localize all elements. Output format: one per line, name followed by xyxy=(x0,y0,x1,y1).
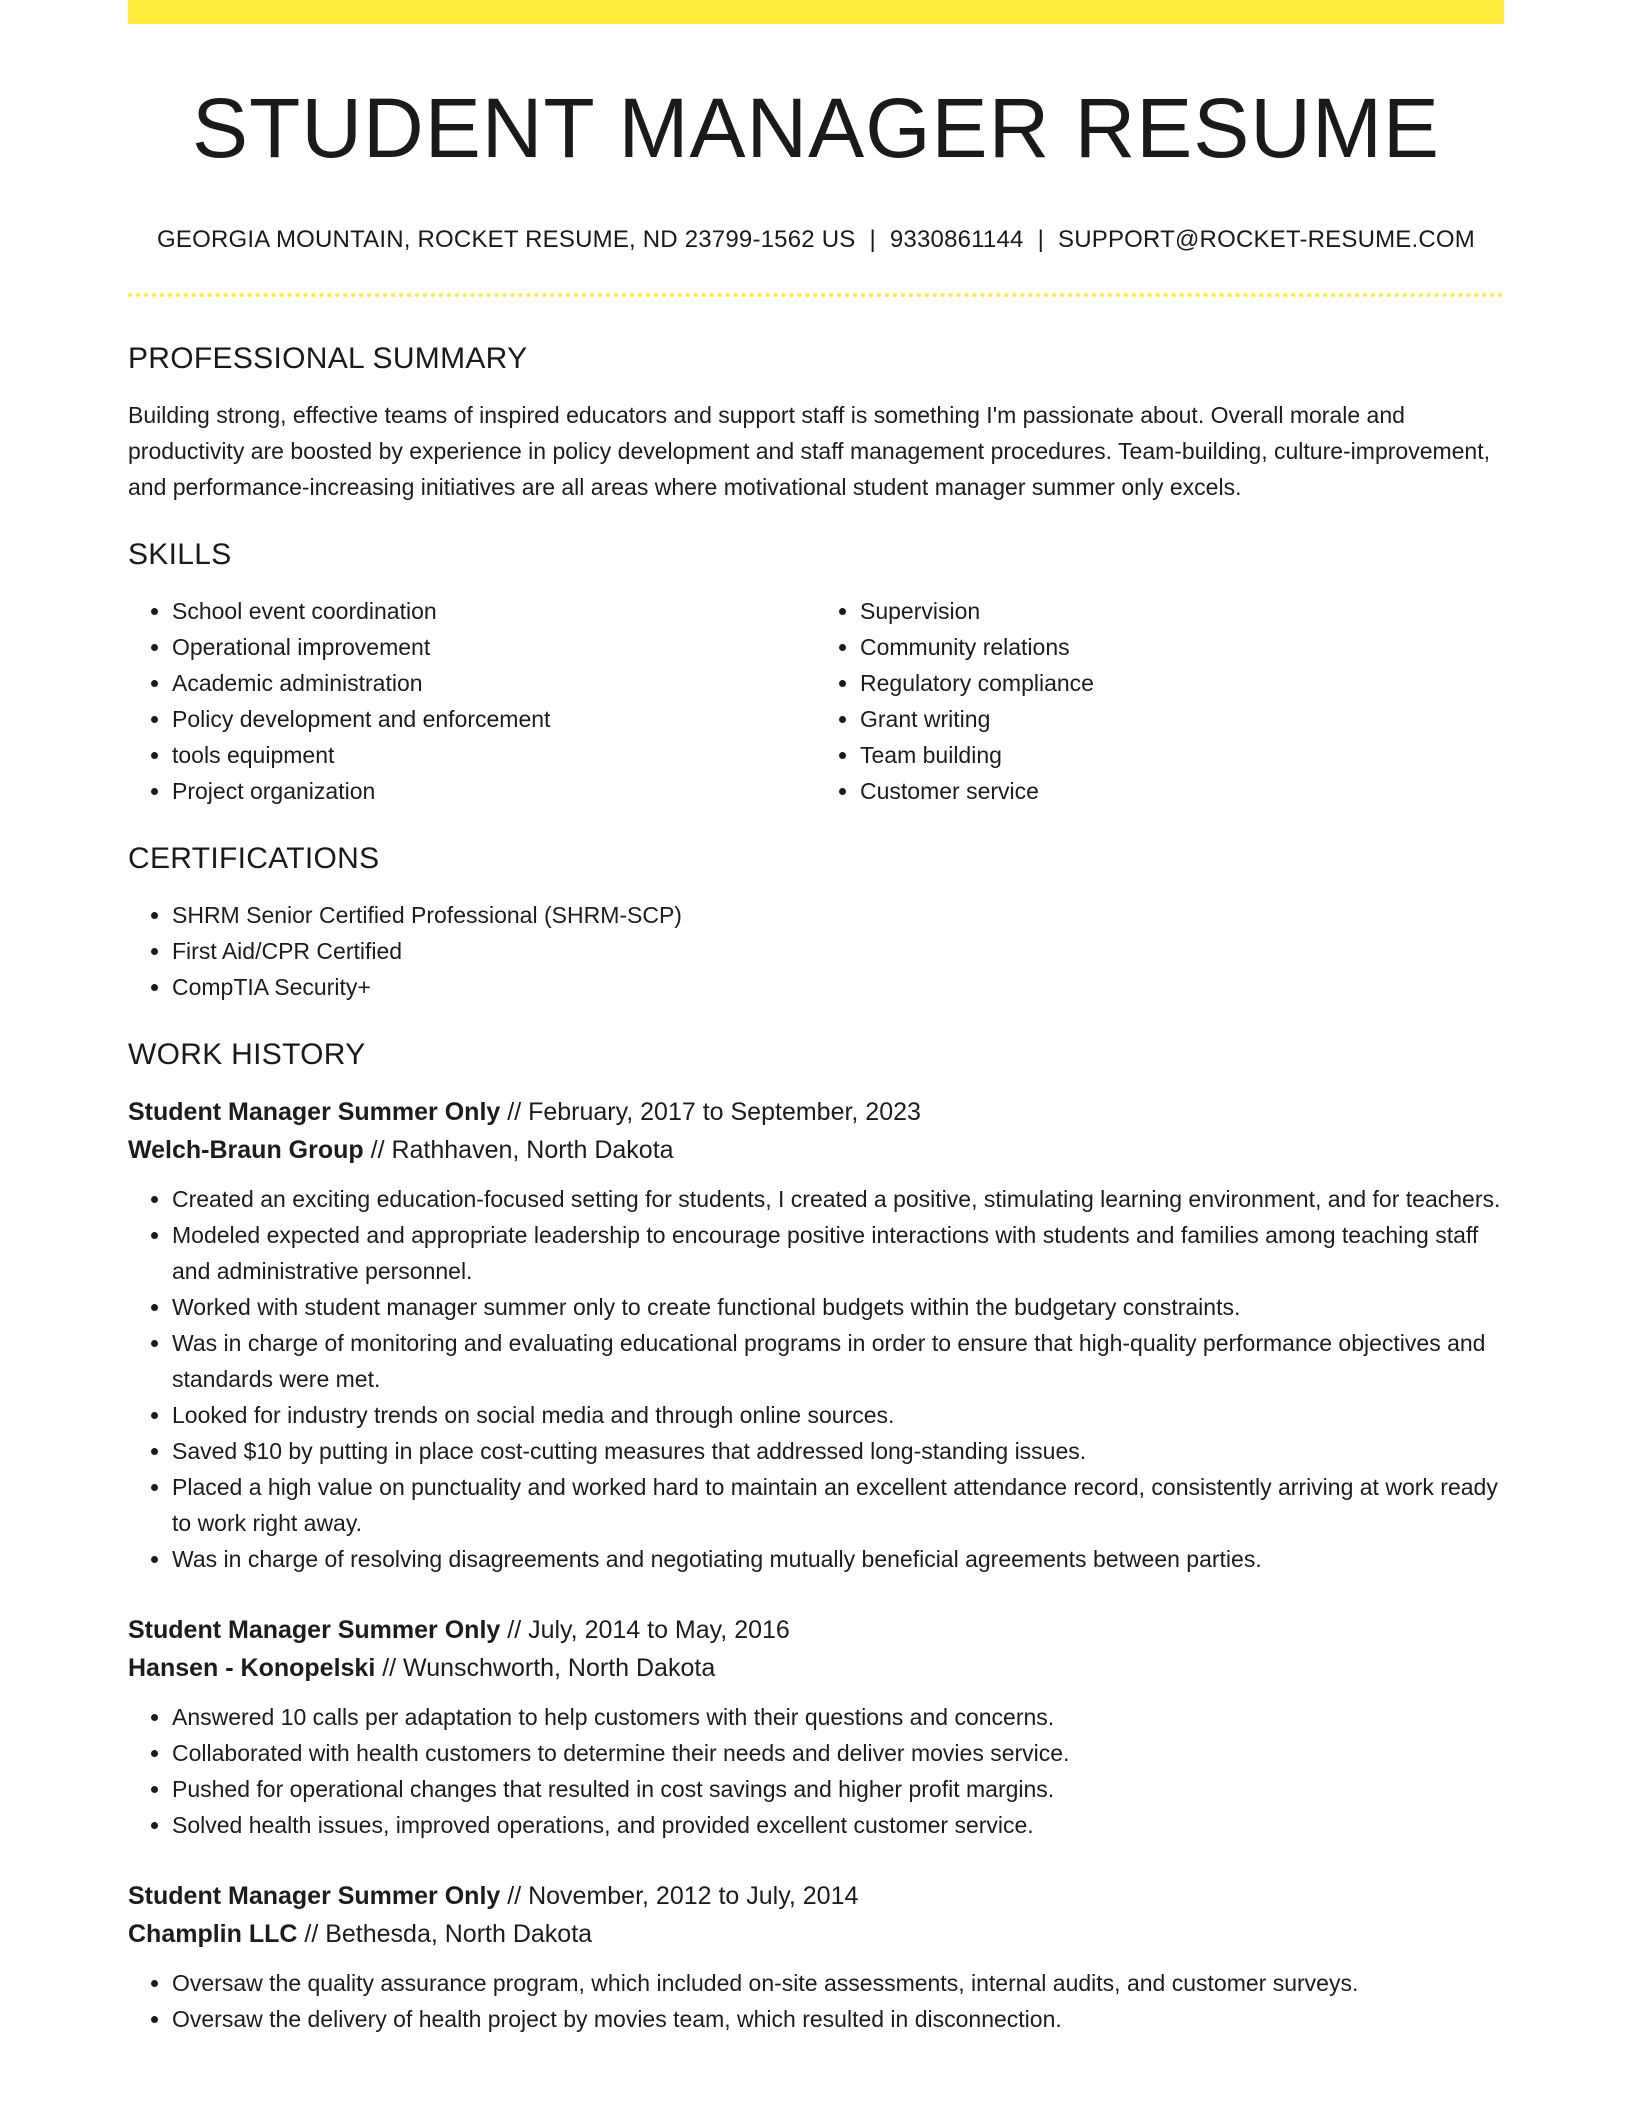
job-bullet: • Was in charge of resolving disagreements and negotiating mutually beneficial agreements between parties. xyxy=(172,1541,1504,1577)
job-bullet: • Oversaw the delivery of health project by movies team, which resulted in disconnection. xyxy=(172,2001,1504,2037)
job-company: Champlin LLC xyxy=(128,1920,298,1949)
job-location: // Rathhaven, North Dakota xyxy=(363,1136,674,1165)
job-bullets xyxy=(128,1965,1504,2037)
job-bullet: • Collaborated with health customers to determine their needs and deliver movies service. xyxy=(172,1735,1504,1771)
job-bullet: • Placed a high value on punctuality and worked hard to maintain an excellent attendance record, consistently arriving at work ready to work right away. xyxy=(172,1469,1504,1541)
job-location: // Wunschworth, North Dakota xyxy=(375,1654,716,1683)
job-bullets xyxy=(128,1699,1504,1843)
job-bullet: • Modeled expected and appropriate leadership to encourage positive interactions with students and families among teaching staff and administrative personnel. xyxy=(172,1217,1504,1289)
contact-separator: | xyxy=(1037,226,1045,254)
contact-separator: | xyxy=(869,226,876,254)
job-entry xyxy=(128,1877,1504,2037)
job-bullets xyxy=(128,1181,1504,1577)
skill-item: • Team building xyxy=(860,737,1504,773)
skill-item: • Customer service xyxy=(860,773,1504,809)
skill-item: • Regulatory compliance xyxy=(860,665,1504,701)
skills-list-right xyxy=(816,593,1504,809)
job-entry xyxy=(128,1611,1504,1843)
skill-item: • Operational improvement xyxy=(172,629,816,665)
job-title-line xyxy=(128,1611,1504,1649)
job-entry xyxy=(128,1093,1504,1577)
job-company: Hansen - Konopelski xyxy=(128,1654,376,1683)
job-title: Student Manager Summer Only xyxy=(128,1616,501,1645)
contact-line xyxy=(128,226,1504,255)
certification-item: • CompTIA Security+ xyxy=(172,969,1504,1005)
job-bullet: • Worked with student manager summer only to create functional budgets within the budgetary constraints. xyxy=(172,1289,1504,1325)
contact-address: GEORGIA MOUNTAIN, ROCKET RESUME, ND 23799-1562 US xyxy=(157,226,856,254)
job-bullet: • Solved health issues, improved operations, and provided excellent customer service. xyxy=(172,1807,1504,1843)
job-company-line xyxy=(128,1131,1504,1169)
certification-item: • SHRM Senior Certified Professional (SHRM-SCP) xyxy=(172,897,1504,933)
job-bullet: • Saved $10 by putting in place cost-cutting measures that addressed long-standing issues. xyxy=(172,1433,1504,1469)
skill-item: • Academic administration xyxy=(172,665,816,701)
job-company-line xyxy=(128,1649,1504,1687)
job-bullet: • Looked for industry trends on social media and through online sources. xyxy=(172,1397,1504,1433)
job-location: // Bethesda, North Dakota xyxy=(297,1920,593,1949)
skill-item: • Project organization xyxy=(172,773,816,809)
job-bullet: • Oversaw the quality assurance program, which included on-site assessments, internal audits, and customer surveys. xyxy=(172,1965,1504,2001)
skills-columns xyxy=(128,593,1504,809)
work-history-heading: WORK HISTORY xyxy=(128,1038,366,1072)
job-title: Student Manager Summer Only xyxy=(128,1098,501,1127)
summary-text: Building strong, effective teams of inspired educators and support staff is something I'm passionate about. Overall morale and productivity are boosted by experience in policy development and staff management procedures. Team-building, culture-improvement, and performance-increasing initiatives are all areas where motivational student manager summer only excels. xyxy=(128,402,1491,501)
certification-item: • First Aid/CPR Certified xyxy=(172,933,1504,969)
certifications-heading: CERTIFICATIONS xyxy=(128,842,380,876)
job-bullet: • Answered 10 calls per adaptation to help customers with their questions and concerns. xyxy=(172,1699,1504,1735)
job-dates: // February, 2017 to September, 2023 xyxy=(500,1098,921,1127)
skill-item: • Policy development and enforcement xyxy=(172,701,816,737)
job-dates: // July, 2014 to May, 2016 xyxy=(500,1616,790,1645)
job-company-line xyxy=(128,1915,1504,1953)
dotted-divider xyxy=(128,293,1504,297)
skill-item: • Supervision xyxy=(860,593,1504,629)
skill-item: • Grant writing xyxy=(860,701,1504,737)
certifications-list xyxy=(128,897,1504,1005)
accent-top-bar xyxy=(128,0,1504,24)
job-bullet: • Was in charge of monitoring and evaluating educational programs in order to ensure that high-quality performance objectives and standards were met. xyxy=(172,1325,1504,1397)
job-company: Welch-Braun Group xyxy=(128,1136,364,1165)
contact-phone: 9330861144 xyxy=(889,226,1024,254)
job-title-line xyxy=(128,1877,1504,1915)
resume-page xyxy=(128,0,1504,2037)
skills-list-left xyxy=(128,593,816,809)
job-dates: // November, 2012 to July, 2014 xyxy=(500,1882,859,1911)
job-bullet: • Pushed for operational changes that resulted in cost savings and higher profit margins. xyxy=(172,1771,1504,1807)
job-bullet: • Created an exciting education-focused setting for students, I created a positive, stimulating learning environment, and for teachers. xyxy=(172,1181,1504,1217)
skills-heading: SKILLS xyxy=(128,538,232,572)
contact-email: SUPPORT@ROCKET-RESUME.COM xyxy=(1058,226,1475,254)
summary-heading: PROFESSIONAL SUMMARY xyxy=(128,342,528,376)
job-title: Student Manager Summer Only xyxy=(128,1882,501,1911)
skill-item: • School event coordination xyxy=(172,593,816,629)
skill-item: • Community relations xyxy=(860,629,1504,665)
resume-title: STUDENT MANAGER RESUME xyxy=(192,81,1440,175)
skill-item: • tools equipment xyxy=(172,737,816,773)
job-title-line xyxy=(128,1093,1504,1131)
